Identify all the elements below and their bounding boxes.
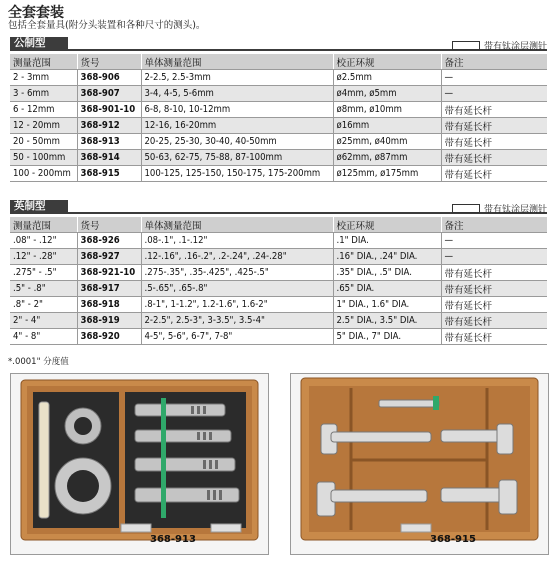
cell-ring: .16" DIA., .24" DIA. (333, 249, 441, 265)
cell-code: 368-921-10 (77, 265, 141, 281)
inch-table (10, 217, 547, 345)
photo-caption-368-915: 368-915 (430, 534, 476, 545)
cell-unit-range: .08-.1", .1-.12" (141, 233, 333, 249)
cell-unit-range: .8-1", 1-1.2", 1.2-1.6", 1.6-2" (141, 297, 333, 313)
cell-remark: 带有延长杆 (441, 118, 547, 134)
cell-range: 2" - 4" (10, 313, 77, 329)
col-header-ring: 校正环规 (333, 54, 441, 70)
cell-remark: — (441, 86, 547, 102)
cell-range: 50 - 100mm (10, 150, 77, 166)
cell-remark: 带有延长杆 (441, 281, 547, 297)
table-row (10, 281, 547, 297)
inch-header-row (10, 217, 547, 233)
table-row (10, 265, 547, 281)
cell-remark: 带有延长杆 (441, 313, 547, 329)
col-header-range: 测量范围 (10, 217, 77, 233)
footnote: *.0001" 分度值 (8, 357, 69, 367)
cell-remark: 带有延长杆 (441, 134, 547, 150)
cell-code: 368-926 (77, 233, 141, 249)
cell-ring: ø125mm, ø175mm (333, 166, 441, 182)
cell-range: 2 - 3mm (10, 70, 77, 86)
metric-table (10, 54, 547, 182)
cell-code: 368-920 (77, 329, 141, 345)
cell-ring: ø62mm, ø87mm (333, 150, 441, 166)
cell-range: .8" - 2" (10, 297, 77, 313)
col-header-code: 货号 (77, 217, 141, 233)
cell-code: 368-901-10 (77, 102, 141, 118)
cell-unit-range: .12-.16", .16-.2", .2-.24", .24-.28" (141, 249, 333, 265)
table-row (10, 166, 547, 182)
cell-ring: .65" DIA. (333, 281, 441, 297)
cell-ring: ø8mm, ø10mm (333, 102, 441, 118)
table-row (10, 313, 547, 329)
cell-ring: ø25mm, ø40mm (333, 134, 441, 150)
inch-legend (452, 202, 547, 215)
cell-ring: .35" DIA., .5" DIA. (333, 265, 441, 281)
cell-ring: ø4mm, ø5mm (333, 86, 441, 102)
col-header-ring: 校正环规 (333, 217, 441, 233)
cell-unit-range: .275-.35", .35-.425", .425-.5" (141, 265, 333, 281)
cell-remark: 带有延长杆 (441, 166, 547, 182)
legend-swatch (452, 204, 480, 213)
cell-range: .08" - .12" (10, 233, 77, 249)
cell-code: 368-915 (77, 166, 141, 182)
cell-range: 100 - 200mm (10, 166, 77, 182)
cell-code: 368-917 (77, 281, 141, 297)
gauge-case-illustration (291, 374, 548, 554)
col-header-code: 货号 (77, 54, 141, 70)
cell-ring: .1" DIA. (333, 233, 441, 249)
cell-remark: 带有延长杆 (441, 297, 547, 313)
cell-ring: ø2.5mm (333, 70, 441, 86)
cell-range: 3 - 6mm (10, 86, 77, 102)
cell-remark: 带有延长杆 (441, 265, 547, 281)
gauge-case-illustration (11, 374, 268, 554)
cell-remark: — (441, 249, 547, 265)
cell-range: 12 - 20mm (10, 118, 77, 134)
metric-legend (452, 39, 547, 52)
metric-section-label: 公制型 (10, 37, 68, 50)
cell-remark: — (441, 70, 547, 86)
cell-range: .12" - .28" (10, 249, 77, 265)
page-subtitle: 包括全套量具(附分头装置和各种尺寸的测头)。 (8, 20, 206, 31)
cell-ring: ø16mm (333, 118, 441, 134)
table-row (10, 118, 547, 134)
table-row (10, 233, 547, 249)
cell-remark: 带有延长杆 (441, 150, 547, 166)
cell-range: 6 - 12mm (10, 102, 77, 118)
table-row (10, 86, 547, 102)
table-row (10, 297, 547, 313)
cell-unit-range: 50-63, 62-75, 75-88, 87-100mm (141, 150, 333, 166)
table-row (10, 249, 547, 265)
col-header-range: 测量范围 (10, 54, 77, 70)
cell-unit-range: 12-16, 16-20mm (141, 118, 333, 134)
cell-unit-range: 2-2.5", 2.5-3", 3-3.5", 3.5-4" (141, 313, 333, 329)
cell-range: 20 - 50mm (10, 134, 77, 150)
page-title: 全套套装 (8, 5, 64, 21)
col-header-unit-range: 单体测量范围 (141, 217, 333, 233)
photo-caption-368-913: 368-913 (150, 534, 196, 545)
cell-unit-range: .5-.65", .65-.8" (141, 281, 333, 297)
cell-ring: 2.5" DIA., 3.5" DIA. (333, 313, 441, 329)
cell-unit-range: 4-5", 5-6", 6-7", 7-8" (141, 329, 333, 345)
legend-text: 带有钛涂层测针 (483, 205, 547, 215)
cell-ring: 5" DIA., 7" DIA. (333, 329, 441, 345)
table-row (10, 70, 547, 86)
cell-remark: — (441, 233, 547, 249)
cell-unit-range: 20-25, 25-30, 30-40, 40-50mm (141, 134, 333, 150)
cell-code: 368-906 (77, 70, 141, 86)
cell-code: 368-913 (77, 134, 141, 150)
cell-code: 368-907 (77, 86, 141, 102)
cell-unit-range: 6-8, 8-10, 10-12mm (141, 102, 333, 118)
cell-range: .5" - .8" (10, 281, 77, 297)
inch-section-label: 英制型 (10, 200, 68, 213)
cell-code: 368-914 (77, 150, 141, 166)
product-photo-368-915 (290, 373, 549, 555)
cell-code: 368-927 (77, 249, 141, 265)
cell-unit-range: 3-4, 4-5, 5-6mm (141, 86, 333, 102)
cell-range: 4" - 8" (10, 329, 77, 345)
cell-code: 368-919 (77, 313, 141, 329)
product-photo-368-913 (10, 373, 269, 555)
cell-code: 368-918 (77, 297, 141, 313)
col-header-remark: 备注 (441, 217, 547, 233)
table-row (10, 102, 547, 118)
table-row (10, 329, 547, 345)
cell-code: 368-912 (77, 118, 141, 134)
cell-remark: 带有延长杆 (441, 102, 547, 118)
legend-text: 带有钛涂层测针 (483, 42, 547, 52)
col-header-unit-range: 单体测量范围 (141, 54, 333, 70)
metric-header-row (10, 54, 547, 70)
col-header-remark: 备注 (441, 54, 547, 70)
legend-swatch (452, 41, 480, 50)
cell-unit-range: 100-125, 125-150, 150-175, 175-200mm (141, 166, 333, 182)
cell-unit-range: 2-2.5, 2.5-3mm (141, 70, 333, 86)
cell-remark: 带有延长杆 (441, 329, 547, 345)
cell-ring: 1" DIA., 1.6" DIA. (333, 297, 441, 313)
table-row (10, 134, 547, 150)
cell-range: .275" - .5" (10, 265, 77, 281)
table-row (10, 150, 547, 166)
